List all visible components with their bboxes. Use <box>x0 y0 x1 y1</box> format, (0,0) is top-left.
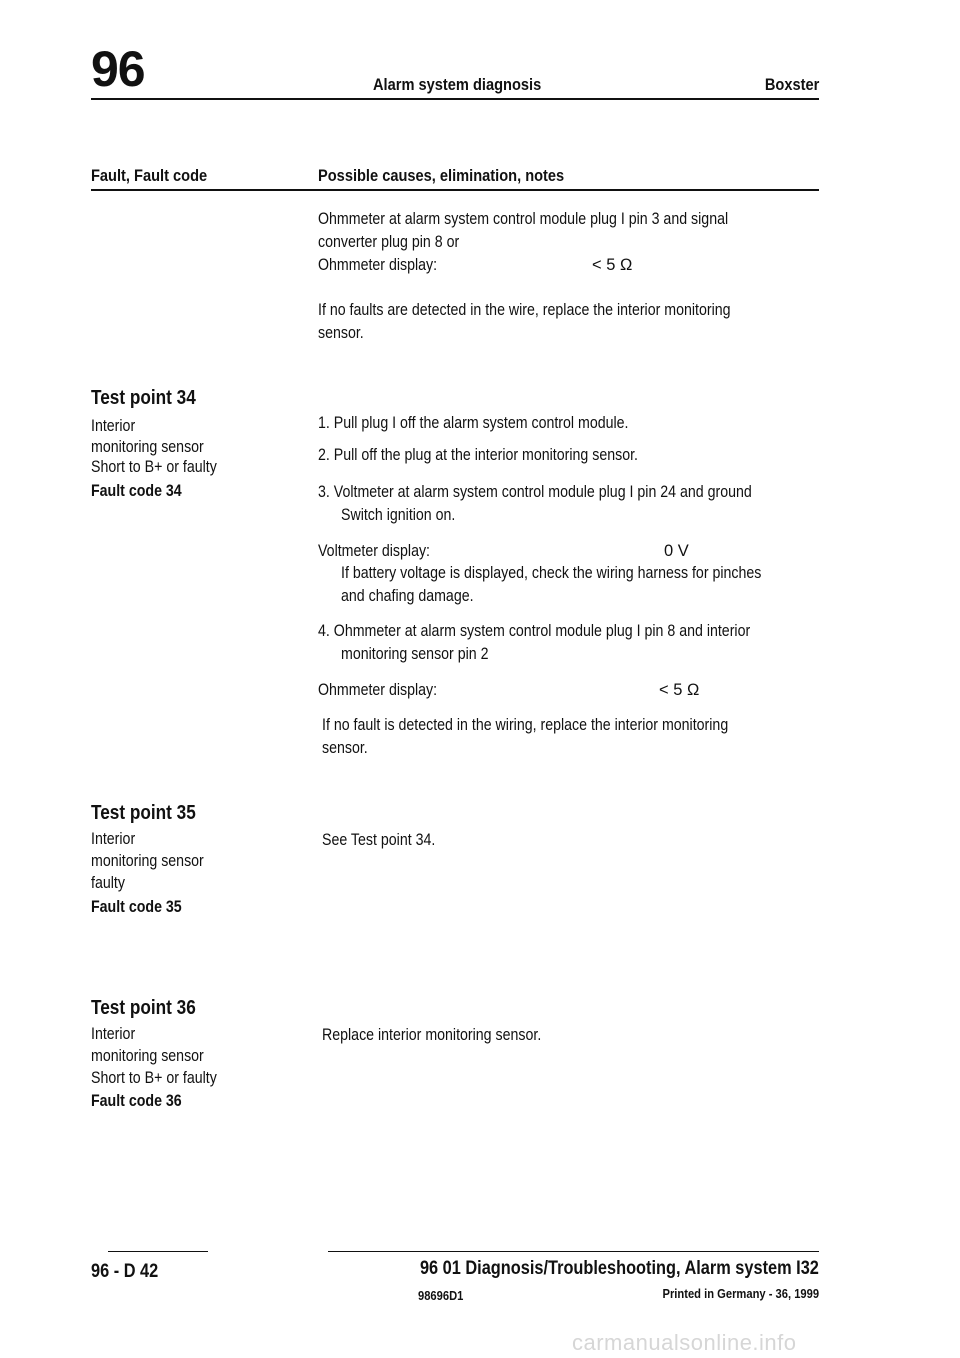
page-number: 96 - D 42 <box>91 1261 159 1282</box>
test-point-heading: Test point 34 <box>91 387 196 409</box>
column-heading-causes: Possible causes, elimination, notes <box>318 166 565 185</box>
test-point-desc: Interior <box>91 830 136 848</box>
fault-code: Fault code 36 <box>91 1092 182 1110</box>
header-model: Boxster <box>764 75 819 94</box>
test-point-desc: Interior <box>91 1025 136 1043</box>
test-point-desc: monitoring sensor <box>91 1047 204 1065</box>
step-4: 4. Ohmmeter at alarm system control module plug I pin 8 and interior <box>318 622 751 640</box>
ohmmeter-display-label: Ohmmeter display: <box>318 256 438 274</box>
fault-code: Fault code 34 <box>91 482 182 500</box>
printed-note: Printed in Germany - 36, 1999 <box>662 1286 819 1301</box>
step-1: 1. Pull plug I off the alarm system control module. <box>318 414 629 432</box>
test-point-heading: Test point 35 <box>91 802 196 824</box>
ohmmeter-display-label: Ohmmeter display: <box>318 681 438 699</box>
step-3: 3. Voltmeter at alarm system control module plug I pin 24 and ground <box>318 483 752 501</box>
final-note: sensor. <box>322 739 368 757</box>
test-point-desc: monitoring sensor <box>91 852 204 870</box>
footer-rule-left <box>108 1251 208 1252</box>
header-rule <box>91 98 819 100</box>
battery-note: If battery voltage is displayed, check the wiring harness for pinches <box>341 564 762 582</box>
footer-rule-right <box>328 1251 819 1252</box>
watermark: carmanualsonline.info <box>572 1330 797 1355</box>
test-point-heading: Test point 36 <box>91 997 196 1019</box>
fault-code: Fault code 35 <box>91 898 182 916</box>
test-point-desc: Short to B+ or faulty <box>91 1069 217 1087</box>
test-point-desc: faulty <box>91 874 125 892</box>
test-point-desc: Short to B+ or faulty <box>91 458 217 476</box>
intro-line: converter plug pin 8 or <box>318 233 460 251</box>
test-point-36-note: Replace interior monitoring sensor. <box>322 1026 542 1044</box>
ohmmeter-display-value: < 5 Ω <box>592 256 633 274</box>
section-title: 96 01 Diagnosis/Troubleshooting, Alarm system I32 <box>420 1258 819 1279</box>
intro-line: Ohmmeter at alarm system control module plug I pin 3 and signal <box>318 210 729 228</box>
intro-note: If no faults are detected in the wire, replace the interior monitoring <box>318 301 731 319</box>
part-number: 98696D1 <box>418 1288 464 1303</box>
battery-note: and chafing damage. <box>341 587 474 605</box>
ohmmeter-display-value: < 5 Ω <box>659 681 700 699</box>
test-point-35-note: See Test point 34. <box>322 831 436 849</box>
column-heading-fault: Fault, Fault code <box>91 166 208 185</box>
column-heading-rule <box>91 189 819 191</box>
final-note: If no fault is detected in the wiring, replace the interior monitoring <box>322 716 729 734</box>
voltmeter-display-value: 0 V <box>664 542 689 560</box>
test-point-desc: Interior <box>91 417 136 435</box>
chapter-number: 96 <box>91 41 145 97</box>
step-2: 2. Pull off the plug at the interior monitoring sensor. <box>318 446 639 464</box>
voltmeter-display-label: Voltmeter display: <box>318 542 431 560</box>
test-point-desc: monitoring sensor <box>91 438 204 456</box>
header-title: Alarm system diagnosis <box>373 75 542 94</box>
step-3-detail: Switch ignition on. <box>341 506 456 524</box>
intro-note: sensor. <box>318 324 364 342</box>
step-4-detail: monitoring sensor pin 2 <box>341 645 489 663</box>
